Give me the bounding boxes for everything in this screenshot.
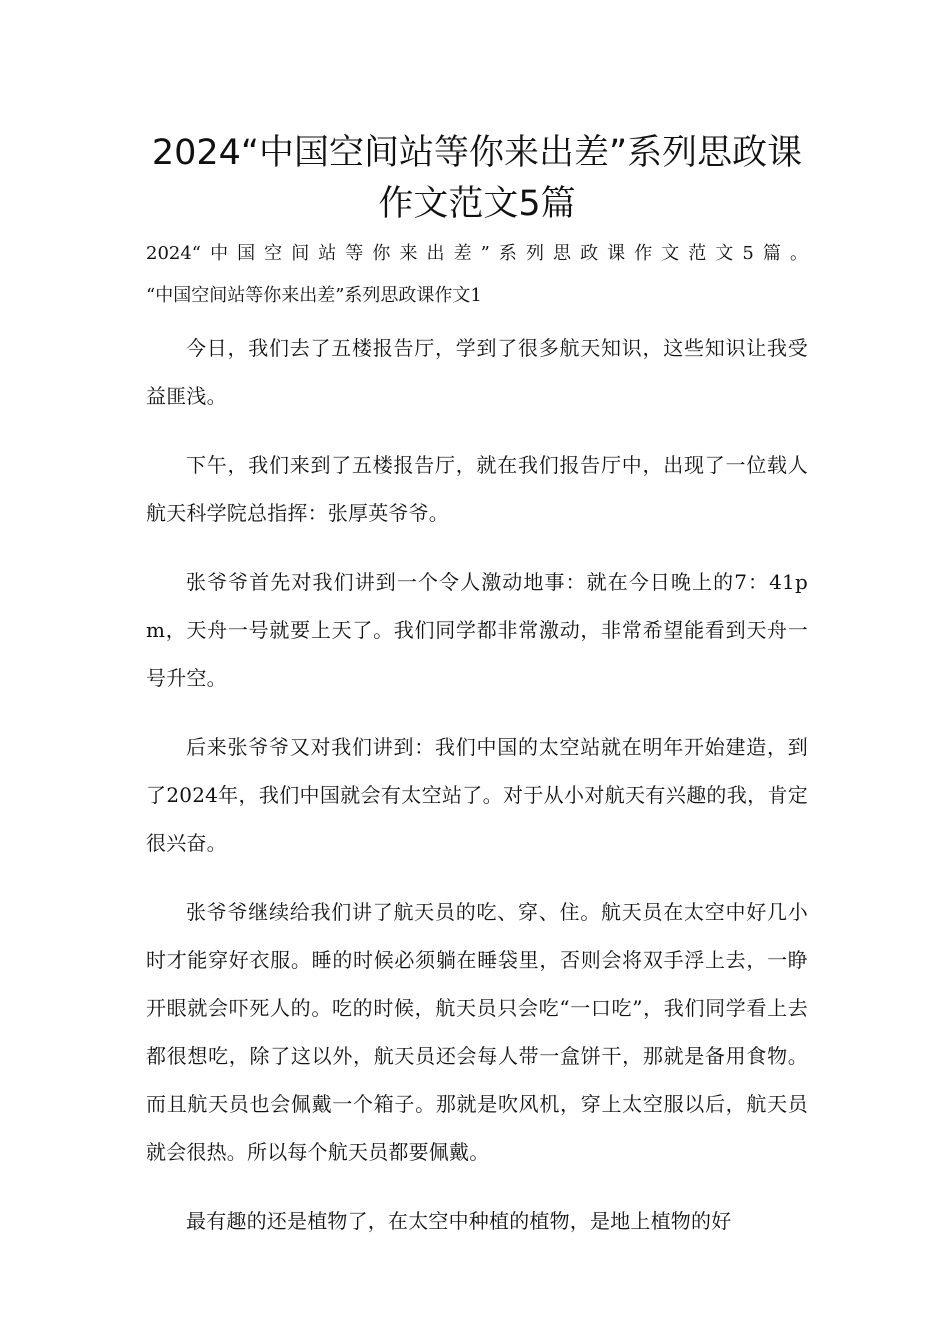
body-paragraph: 下午，我们来到了五楼报告厅，就在我们报告厅中，出现了一位载人航天科学院总指挥：张厚英爷爷。 <box>146 453 808 525</box>
essay-heading: “中国空间站等你来出差”系列思政课作文1 <box>146 285 482 306</box>
body-paragraph: 今日，我们去了五楼报告厅，学到了很多航天知识，这些知识让我受益匪浅。 <box>146 336 808 408</box>
body-paragraph: 最有趣的还是植物了，在太空中种植的植物，是地上植物的好 <box>186 1209 732 1233</box>
document-title: 2024“中国空间站等你来出差”系列思政课作文范文5篇 <box>151 133 803 224</box>
document-subtitle: 2024“中国空间站等你来出差”系列思政课作文范文5篇。 <box>146 243 808 264</box>
body-paragraph: 张爷爷首先对我们讲到一个令人激动地事：就在今日晚上的7：41pm，天舟一号就要上天了。我们同学都非常激动，非常希望能看到天舟一号升空。 <box>146 570 808 690</box>
body-paragraph: 后来张爷爷又对我们讲到：我们中国的太空站就在明年开始建造，到了2024年，我们中国就会有太空站了。对于从小对航天有兴趣的我，肯定很兴奋。 <box>146 735 808 855</box>
document-page <box>146 128 808 1245</box>
body-paragraph: 张爷爷继续给我们讲了航天员的吃、穿、住。航天员在太空中好几小时才能穿好衣服。睡的时候必须躺在睡袋里，否则会将双手浮上去，一睁开眼就会吓死人的。吃的时候，航天员只会吃“一口吃”，我们同学看上去都很想吃，除了这以外，航天员还会每人带一盒饼干，那就是备用食物。而且航天员也会佩戴一个箱子。那就是吹风机，穿上太空服以后，航天员就会很热。所以每个航天员都要佩戴。 <box>146 900 808 1164</box>
